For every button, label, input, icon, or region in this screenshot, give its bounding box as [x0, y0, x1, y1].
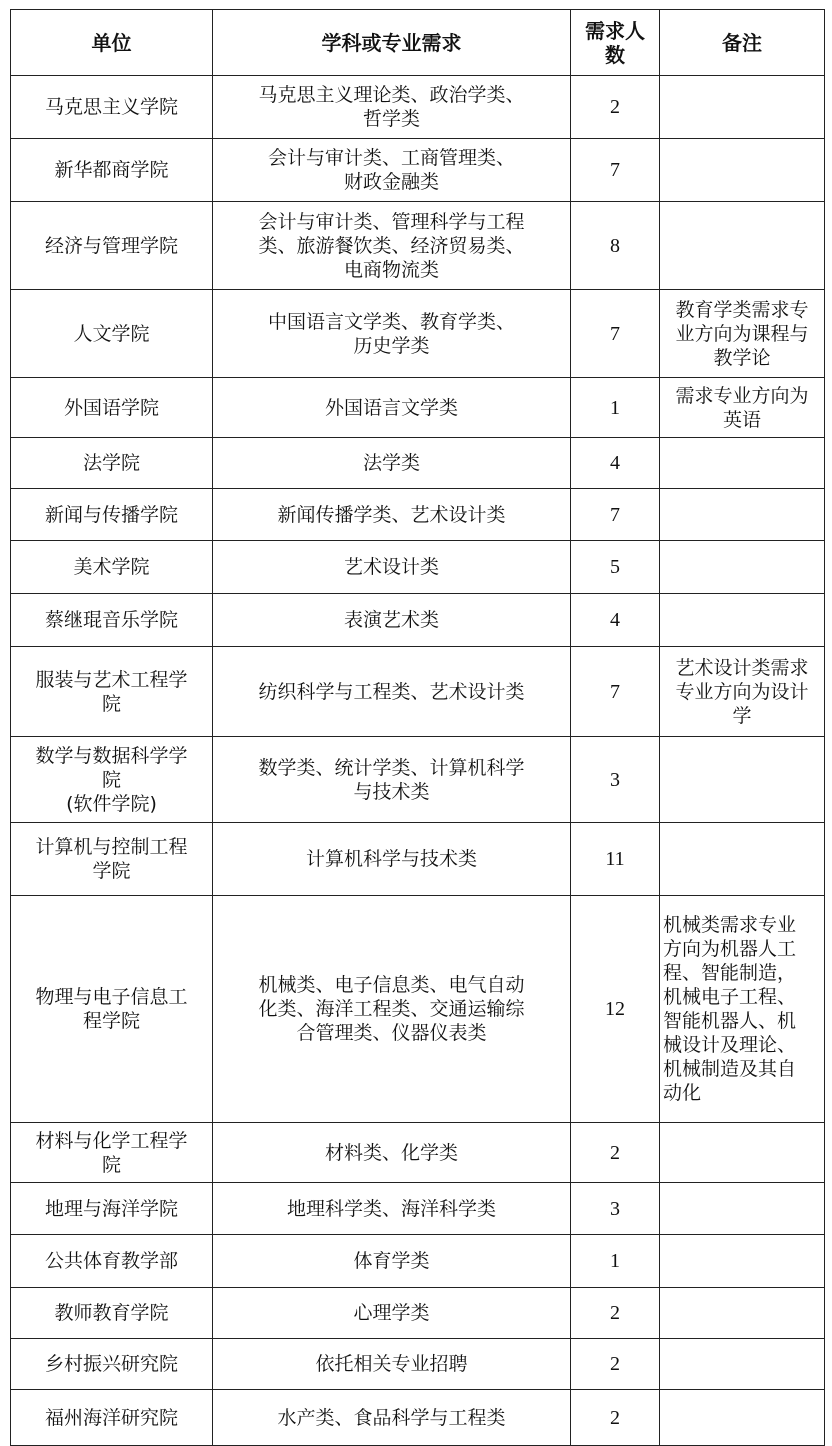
major-cell: 材料类、化学类: [213, 1123, 571, 1183]
major-cell: 地理科学类、海洋科学类: [213, 1183, 571, 1235]
table-row: [11, 1288, 825, 1339]
note-cell: 艺术设计类需求 专业方向为设计 学: [660, 647, 825, 737]
major-cell: 新闻传播学类、艺术设计类: [213, 489, 571, 541]
note-cell: [660, 1288, 825, 1339]
count-cell: 3: [571, 737, 660, 823]
major-cell: 计算机科学与技术类: [213, 823, 571, 896]
unit-cell: 新闻与传播学院: [11, 489, 213, 541]
table-row: [11, 594, 825, 647]
count-cell: 11: [571, 823, 660, 896]
count-cell: 3: [571, 1183, 660, 1235]
table-row: [11, 139, 825, 202]
unit-cell: 材料与化学工程学 院: [11, 1123, 213, 1183]
major-cell: 法学类: [213, 438, 571, 489]
table-row: [11, 541, 825, 594]
count-cell: 2: [571, 1339, 660, 1390]
count-cell: 7: [571, 647, 660, 737]
header-row: [11, 10, 825, 76]
note-cell: [660, 541, 825, 594]
table-row: [11, 1339, 825, 1390]
note-cell: [660, 1390, 825, 1446]
table-row: [11, 76, 825, 139]
major-cell: 中国语言文学类、教育学类、 历史学类: [213, 290, 571, 378]
unit-cell: 公共体育教学部: [11, 1235, 213, 1288]
unit-cell: 马克思主义学院: [11, 76, 213, 139]
table-row: [11, 647, 825, 737]
major-cell: 艺术设计类: [213, 541, 571, 594]
unit-cell: 数学与数据科学学 院 (软件学院): [11, 737, 213, 823]
header-count: 需求人 数: [571, 10, 660, 76]
major-cell: 依托相关专业招聘: [213, 1339, 571, 1390]
count-cell: 1: [571, 378, 660, 438]
note-cell: [660, 1183, 825, 1235]
major-cell: 马克思主义理论类、政治学类、 哲学类: [213, 76, 571, 139]
table-row: [11, 1183, 825, 1235]
note-cell: 需求专业方向为 英语: [660, 378, 825, 438]
count-cell: 7: [571, 290, 660, 378]
note-cell: [660, 139, 825, 202]
major-cell: 数学类、统计学类、计算机科学 与技术类: [213, 737, 571, 823]
unit-cell: 法学院: [11, 438, 213, 489]
table-row: [11, 1123, 825, 1183]
major-cell: 体育学类: [213, 1235, 571, 1288]
note-cell: [660, 438, 825, 489]
major-cell: 心理学类: [213, 1288, 571, 1339]
note-cell: 机械类需求专业 方向为机器人工 程、智能制造， 机械电子工程、 智能机器人、机 械设计及理论、 机械制造及其自 动化: [660, 896, 825, 1123]
unit-cell: 物理与电子信息工 程学院: [11, 896, 213, 1123]
note-cell: [660, 823, 825, 896]
major-cell: 表演艺术类: [213, 594, 571, 647]
count-cell: 4: [571, 438, 660, 489]
table-row: [11, 823, 825, 896]
count-cell: 1: [571, 1235, 660, 1288]
note-cell: [660, 489, 825, 541]
major-cell: 会计与审计类、工商管理类、 财政金融类: [213, 139, 571, 202]
table-row: [11, 202, 825, 290]
note-cell: [660, 1123, 825, 1183]
major-cell: 机械类、电子信息类、电气自动 化类、海洋工程类、交通运输综 合管理类、仪器仪表类: [213, 896, 571, 1123]
note-cell: [660, 76, 825, 139]
table-row: [11, 290, 825, 378]
count-cell: 2: [571, 1123, 660, 1183]
count-cell: 8: [571, 202, 660, 290]
unit-cell: 服装与艺术工程学 院: [11, 647, 213, 737]
recruitment-table: [10, 9, 825, 1446]
unit-cell: 人文学院: [11, 290, 213, 378]
unit-cell: 外国语学院: [11, 378, 213, 438]
count-cell: 2: [571, 1390, 660, 1446]
note-cell: [660, 1339, 825, 1390]
header-major: 学科或专业需求: [213, 10, 571, 76]
count-cell: 2: [571, 1288, 660, 1339]
note-cell: 教育学类需求专 业方向为课程与 教学论: [660, 290, 825, 378]
count-cell: 12: [571, 896, 660, 1123]
major-cell: 纺织科学与工程类、艺术设计类: [213, 647, 571, 737]
table-row: [11, 896, 825, 1123]
unit-cell: 乡村振兴研究院: [11, 1339, 213, 1390]
unit-cell: 教师教育学院: [11, 1288, 213, 1339]
unit-cell: 计算机与控制工程 学院: [11, 823, 213, 896]
major-cell: 会计与审计类、管理科学与工程 类、旅游餐饮类、经济贸易类、 电商物流类: [213, 202, 571, 290]
header-unit: 单位: [11, 10, 213, 76]
unit-cell: 美术学院: [11, 541, 213, 594]
table-row: [11, 438, 825, 489]
major-cell: 水产类、食品科学与工程类: [213, 1390, 571, 1446]
major-cell: 外国语言文学类: [213, 378, 571, 438]
count-cell: 5: [571, 541, 660, 594]
unit-cell: 经济与管理学院: [11, 202, 213, 290]
unit-cell: 福州海洋研究院: [11, 1390, 213, 1446]
count-cell: 2: [571, 76, 660, 139]
header-note: 备注: [660, 10, 825, 76]
count-cell: 4: [571, 594, 660, 647]
table-row: [11, 489, 825, 541]
note-cell: [660, 737, 825, 823]
unit-cell: 新华都商学院: [11, 139, 213, 202]
note-cell: [660, 594, 825, 647]
table-row: [11, 1390, 825, 1446]
note-cell: [660, 202, 825, 290]
note-cell: [660, 1235, 825, 1288]
count-cell: 7: [571, 489, 660, 541]
table-row: [11, 1235, 825, 1288]
unit-cell: 地理与海洋学院: [11, 1183, 213, 1235]
table-row: [11, 378, 825, 438]
unit-cell: 蔡继琨音乐学院: [11, 594, 213, 647]
table-row: [11, 737, 825, 823]
count-cell: 7: [571, 139, 660, 202]
